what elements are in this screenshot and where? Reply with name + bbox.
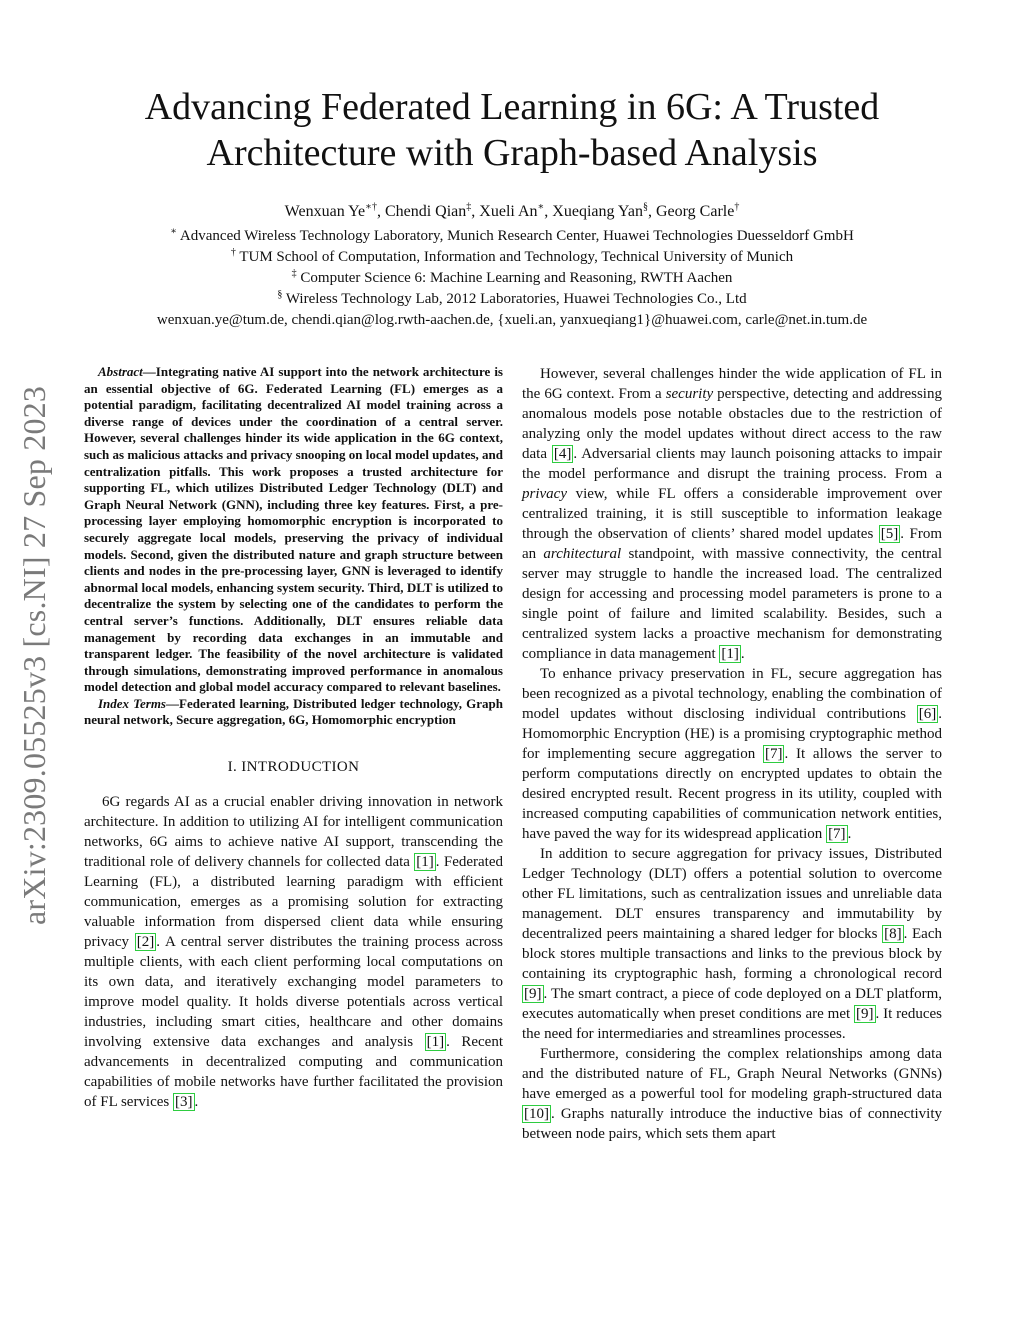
- title-line-2: Architecture with Graph-based Analysis: [206, 132, 818, 174]
- citation-link[interactable]: [8]: [884, 926, 902, 942]
- author-2: Chendi Qian‡,: [384, 201, 480, 220]
- intro-paragraph-5: Furthermore, considering the complex relationships among data and the distributed nature of FL, Graph Neural Networks (GNNs) have emerged as a powerful tool for modeling graph-structured data [10] . Graphs naturally introduce the inductive bias of connectivity between node pairs, which sets them apart: [522, 1046, 942, 1142]
- author-list: [72, 200, 952, 224]
- author-4: Xueqiang Yan§,: [552, 201, 656, 220]
- intro-paragraph-1: 6G regards AI as a crucial enabler driving innovation in network architecture. In addition to utilizing AI for intelligent communication networks, 6G aims to achieve native AI support, transcending the traditional role of delivery channels for collected data [1] . Federated Learning (FL), a distributed learning paradigm with efficient communication, emerges as a promising solution for extracting valuable information from dispersed client data while ensuring privacy [2] . A central server distributes the training process across multiple clients, with each client performing local computations on its own data, and iteratively exchanging model parameters to improve model quality. It holds diverse potentials across vertical industries, including smart cities, healthcare and other domains involving extensive data exchanges and analysis [1] . Recent advancements in decentralized computing and communication capabilities of mobile networks have further facilitated the provision of FL services [3] .: [84, 794, 503, 1111]
- citation-link[interactable]: [2]: [136, 934, 155, 951]
- citation-link[interactable]: [6]: [918, 706, 937, 722]
- citation-link[interactable]: [1]: [426, 1034, 445, 1051]
- index-terms-text: —Federated learning, Distributed ledger technology, Graph neural network, Secure aggregation, 6G, Homomorphic encryption: [84, 695, 503, 728]
- citation-link[interactable]: [1]: [721, 646, 739, 662]
- intro-paragraph-2: However, several challenges hinder the wide application of FL in the 6G context. From a security perspective, detecting and addressing anomalous models pose notable obstacles due to the restriction of analyzing only the model updates without direct access to the raw data [4] . Adversarial clients may launch poisoning attacks to impair the model performance and disrupt the training process. From a privacy view, while FL offers a considerable improvement over centralized training, it is still susceptible to information leakage through the observation of clients’ shared model updates [5] . From an architectural standpoint, with massive connectivity, the central server may struggle to handle the increased load. The centralized design for accessing and processing model parameters is prone to a single point of failure and limited scalability. Besides, such a centralized system lacks a proactive mechanism for demonstrating compliance in data management [1] .: [522, 366, 942, 662]
- index-terms: [84, 696, 503, 729]
- citation-link[interactable]: [3]: [175, 1094, 193, 1111]
- title-line-1: Advancing Federated Learning in 6G: A Trusted: [144, 86, 880, 128]
- abstract: [84, 364, 503, 696]
- citation-link[interactable]: [1]: [416, 854, 434, 871]
- citation-link[interactable]: [7]: [828, 826, 846, 842]
- author-5: Georg Carle†: [655, 201, 740, 220]
- citation-link[interactable]: [7]: [764, 746, 783, 762]
- affiliation-3: ‡ Computer Science 6: Machine Learning and Reasoning, RWTH Aachen: [291, 268, 733, 286]
- citation-link[interactable]: [5]: [880, 526, 899, 542]
- author-1: Wenxuan Ye∗†,: [284, 201, 385, 220]
- left-column: [84, 364, 503, 1112]
- index-terms-label: Index Terms: [98, 695, 166, 711]
- author-emails: wenxuan.ye@tum.de, chendi.qian@log.rwth-aachen.de, {xueli.an, yanxueqiang1}@huawei.com, carle@net.in.tum.de: [156, 312, 868, 328]
- citation-link[interactable]: [10]: [524, 1106, 549, 1122]
- section-heading-introduction: I. INTRODUCTION: [227, 759, 360, 776]
- citation-link[interactable]: [9]: [856, 1006, 874, 1022]
- abstract-text: —Integrating native AI support into the network architecture is an essential objective of 6G. Federated Learning (FL) emerges as a potential paradigm, facilitating decentralized AI model training across a diverse range of devices under the coordination of a central server. However, several challenges hinder its wide application in the 6G context, such as malicious attacks and privacy snooping on local model updates, and centralization pitfalls. This work proposes a trusted architecture for supporting FL, which utilizes Distributed Ledger Technology (DLT) and Graph Neural Network (GNN), including three key features. First, a pre-processing layer employing homomorphic encryption is incorporated to securely aggregate local models, preserving the privacy of individual models. Second, given the distributed nature and graph structure between clients and nodes in the pre-processing layer, GNN is leveraged to identify abnormal local models, enhancing system security. Third, DLT is utilized to decentralize the system by selecting one of the candidates to perform the central server’s functions. Additionally, DLT ensures reliable data management by recording data exchanges in an immutable and transparent ledger. The feasibility of the novel architecture is validated through simulations, demonstrating improved performance in anomalous model detection and global model accuracy compared to relevant baselines.: [84, 364, 503, 695]
- citation-link[interactable]: [9]: [524, 986, 542, 1002]
- intro-paragraph-3: To enhance privacy preservation in FL, secure aggregation has been recognized as a pivotal technology, enabling the combination of model updates without disclosing individual contributions [6] . Homomorphic Encryption (HE) is a promising cryptographic method for implementing secure aggregation [7] . It allows the server to perform computations directly on encrypted updates to obtain the desired encrypted result. Recent progress in its utility, coupled with increased computing capabilities of communication network entities, have paved the way for its widespread application [7] .: [522, 666, 942, 842]
- affiliation-1: ∗ Advanced Wireless Technology Laboratory, Munich Research Center, Huawei Technologies Duesseldorf GmbH: [170, 226, 854, 244]
- citation-link[interactable]: [4]: [553, 446, 572, 462]
- author-3: Xueli An∗,: [479, 201, 553, 220]
- affiliations: [72, 226, 952, 331]
- affiliation-2: † TUM School of Computation, Information and Technology, Technical University of Munich: [230, 247, 794, 265]
- paper-title: [72, 84, 952, 176]
- right-column: [522, 364, 942, 1144]
- arxiv-identifier: arXiv:2309.05525v3 [cs.NI] 27 Sep 2023: [16, 385, 52, 925]
- abstract-label: Abstract: [98, 364, 143, 379]
- affiliation-4: § Wireless Technology Lab, 2012 Laboratories, Huawei Technologies Co., Ltd: [277, 289, 747, 307]
- intro-paragraph-4: In addition to secure aggregation for privacy issues, Distributed Ledger Technology (DLT) offers a potential solution to overcome other FL limitations, such as centralization issues and unreliable data management. DLT ensures transparency and immutability by decentralized peers maintaining a shared ledger for blocks [8] . Each block stores multiple transactions and links to the previous block by containing its cryptographic hash, forming a chronological record [9] . The smart contract, a piece of code deployed on a DLT platform, executes automatically when preset conditions are met [9] . It reduces the need for intermediaries and streamlines processes.: [522, 846, 942, 1042]
